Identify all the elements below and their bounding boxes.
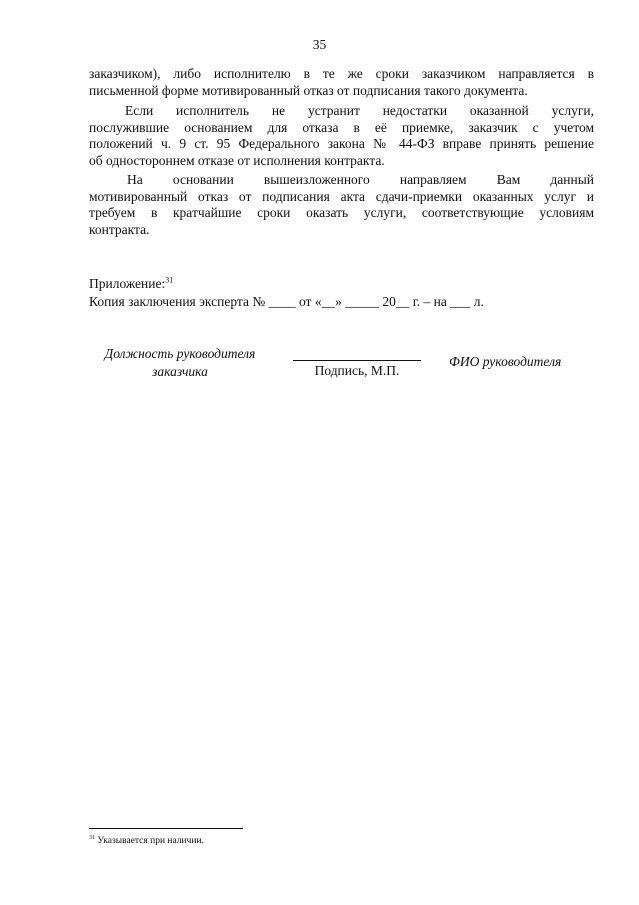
appendix-footnote-ref: 31 <box>165 275 174 285</box>
page-number: 35 <box>312 37 327 52</box>
signature-position-line-2: заказчика <box>152 364 208 379</box>
paragraph-1-line-2: письменной форме мотивированный отказ от подписания такого документа. <box>89 82 528 98</box>
footnote-text: Указывается при наличии. <box>95 836 204 846</box>
signature-field <box>293 345 421 379</box>
paragraph-2-line-4: об одностороннем отказе от исполнения контракта. <box>89 152 385 168</box>
signature-position <box>90 345 270 381</box>
paragraph-2-line-3: положений ч. 9 ст. 95 Федерального закона № 44-ФЗ вправе принять решение <box>89 136 594 152</box>
paragraph-1-line-1: заказчиком), либо исполнителю в те же сроки заказчиком направляется в <box>89 66 594 81</box>
footnote <box>89 835 204 847</box>
paragraph-3 <box>89 172 594 238</box>
appendix-copy-line: Копия заключения эксперта № ____ от «__» _____ 20__ г. – на ___ л. <box>89 294 484 309</box>
appendix-label: Приложение: <box>89 276 166 291</box>
paragraph-3-line-1: На основании вышеизложенного направляем Вам данный <box>127 172 594 187</box>
paragraph-3-line-4: контракта. <box>89 221 150 237</box>
signature-line <box>293 360 421 361</box>
paragraph-2 <box>89 103 594 169</box>
signature-name-caption: ФИО руководителя <box>449 354 562 369</box>
paragraph-3-line-2: мотивированный отказ от подписания акта сдачи-приемки оказанных услуг и <box>89 188 594 204</box>
paragraph-2-line-1: Если исполнитель не устранит недостатки оказанной услуги, <box>125 103 594 118</box>
paragraph-3-line-3: требуем в кратчайшие сроки оказать услуги, соответствующие условиям <box>89 205 594 221</box>
signature-caption: Подпись, М.П. <box>314 363 400 378</box>
signature-position-line-1: Должность руководителя <box>104 346 256 361</box>
footnote-number: 31 <box>89 834 95 841</box>
paragraph-1 <box>89 66 594 99</box>
appendix-block <box>89 275 594 311</box>
footnote-separator <box>89 828 243 829</box>
paragraph-2-line-2: послужившие основанием для отказа в её приемке, заказчик с учетом <box>89 119 594 135</box>
